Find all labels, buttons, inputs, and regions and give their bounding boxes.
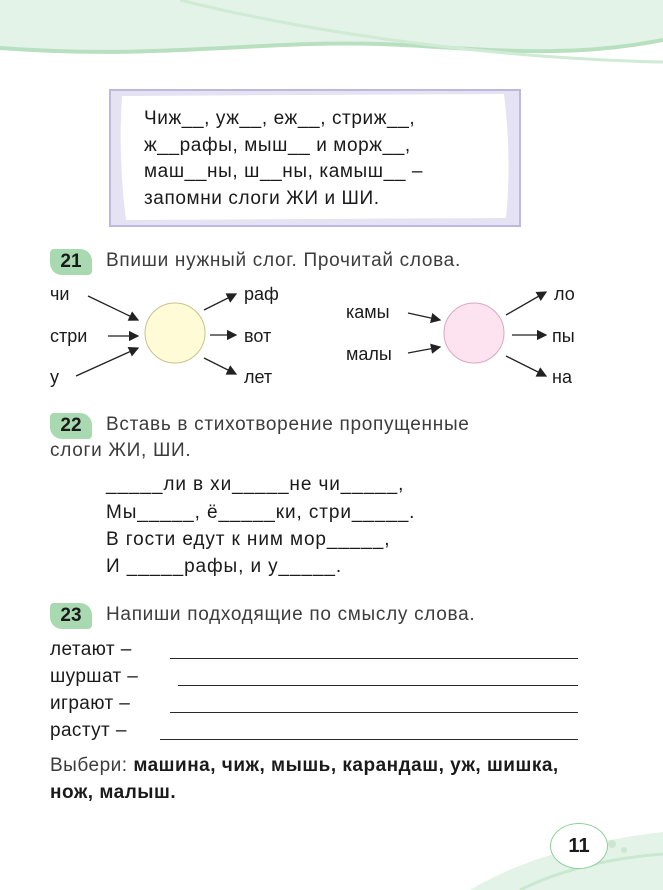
scheme1-arrow-out-1 [204, 294, 236, 310]
scheme2-circle [444, 303, 504, 363]
scheme2-arrow-out-3 [506, 356, 546, 376]
scheme1-right-1: раф [244, 284, 279, 304]
scheme1-left-2: стри [50, 326, 88, 346]
rule-box [108, 88, 522, 228]
word-row-2: шуршат – [50, 666, 139, 687]
word-row-3: играют – [50, 693, 131, 714]
answer-line-4[interactable] [160, 739, 578, 740]
scheme1-arrow-in-3 [76, 348, 138, 376]
scheme2-right-3: на [552, 367, 572, 387]
task-22-instruction-line1: Вставь в стихотворение пропущенные [106, 414, 470, 435]
scheme2-arrow-in-2 [408, 347, 440, 353]
top-wave-decoration [0, 0, 663, 80]
scheme2-arrow-out-1 [506, 292, 546, 315]
choose-label: Выбери: [50, 755, 128, 776]
task-23-instruction: Напиши подходящие по смыслу слова. [106, 604, 476, 625]
poem-line-3: В гости едут к ним мор_____, [106, 529, 391, 550]
word-row-1: летают – [50, 639, 132, 660]
task-22-instruction-line2: слоги ЖИ, ШИ. [50, 440, 192, 461]
rule-text [144, 106, 423, 212]
scheme1-left-3: у [50, 367, 59, 387]
scheme2-right-1: ло [554, 284, 575, 304]
answer-line-1[interactable] [170, 658, 578, 659]
rule-line-1: Чиж__, уж__, еж__, стриж__, [144, 108, 416, 129]
scheme2-right-2: пы [552, 326, 575, 346]
task-22-number: 22 [50, 413, 92, 439]
scheme1-left-1: чи [50, 284, 70, 304]
scheme2-left-2: малы [346, 344, 392, 364]
rule-line-4: запомни слоги ЖИ и ШИ. [144, 187, 380, 209]
rule-line-3: маш__ны, ш__ны, камыш__ – [144, 161, 424, 182]
task-21-instruction: Впиши нужный слог. Прочитай слова. [106, 250, 461, 271]
scheme1-arrow-in-1 [88, 296, 138, 320]
rule-line-2: ж__рафы, мыш__ и морж__, [144, 134, 411, 156]
task-23-number: 23 [50, 603, 92, 629]
scheme1-arrow-out-3 [204, 358, 236, 374]
scheme2-arrow-in-1 [408, 313, 440, 320]
poem-line-1: _____ли в хи_____не чи_____, [106, 474, 405, 495]
answer-line-2[interactable] [178, 685, 578, 686]
scheme2-left-1: камы [346, 302, 390, 322]
poem-line-2: Мы_____, ё_____ки, стри_____. [106, 502, 416, 523]
page-number: 11 [550, 823, 608, 869]
task-21-number: 21 [50, 249, 92, 275]
poem-line-4: И _____рафы, и у_____. [106, 556, 343, 577]
scheme1-right-3: лет [244, 367, 273, 387]
word-row-4: растут – [50, 720, 127, 741]
scheme1-circle [145, 303, 205, 363]
choose-word-list: машина, чиж, мышь, карандаш, уж, шишка, нож, малыш. [50, 755, 559, 803]
answer-line-3[interactable] [170, 712, 578, 713]
scheme1-right-2: вот [244, 326, 272, 346]
